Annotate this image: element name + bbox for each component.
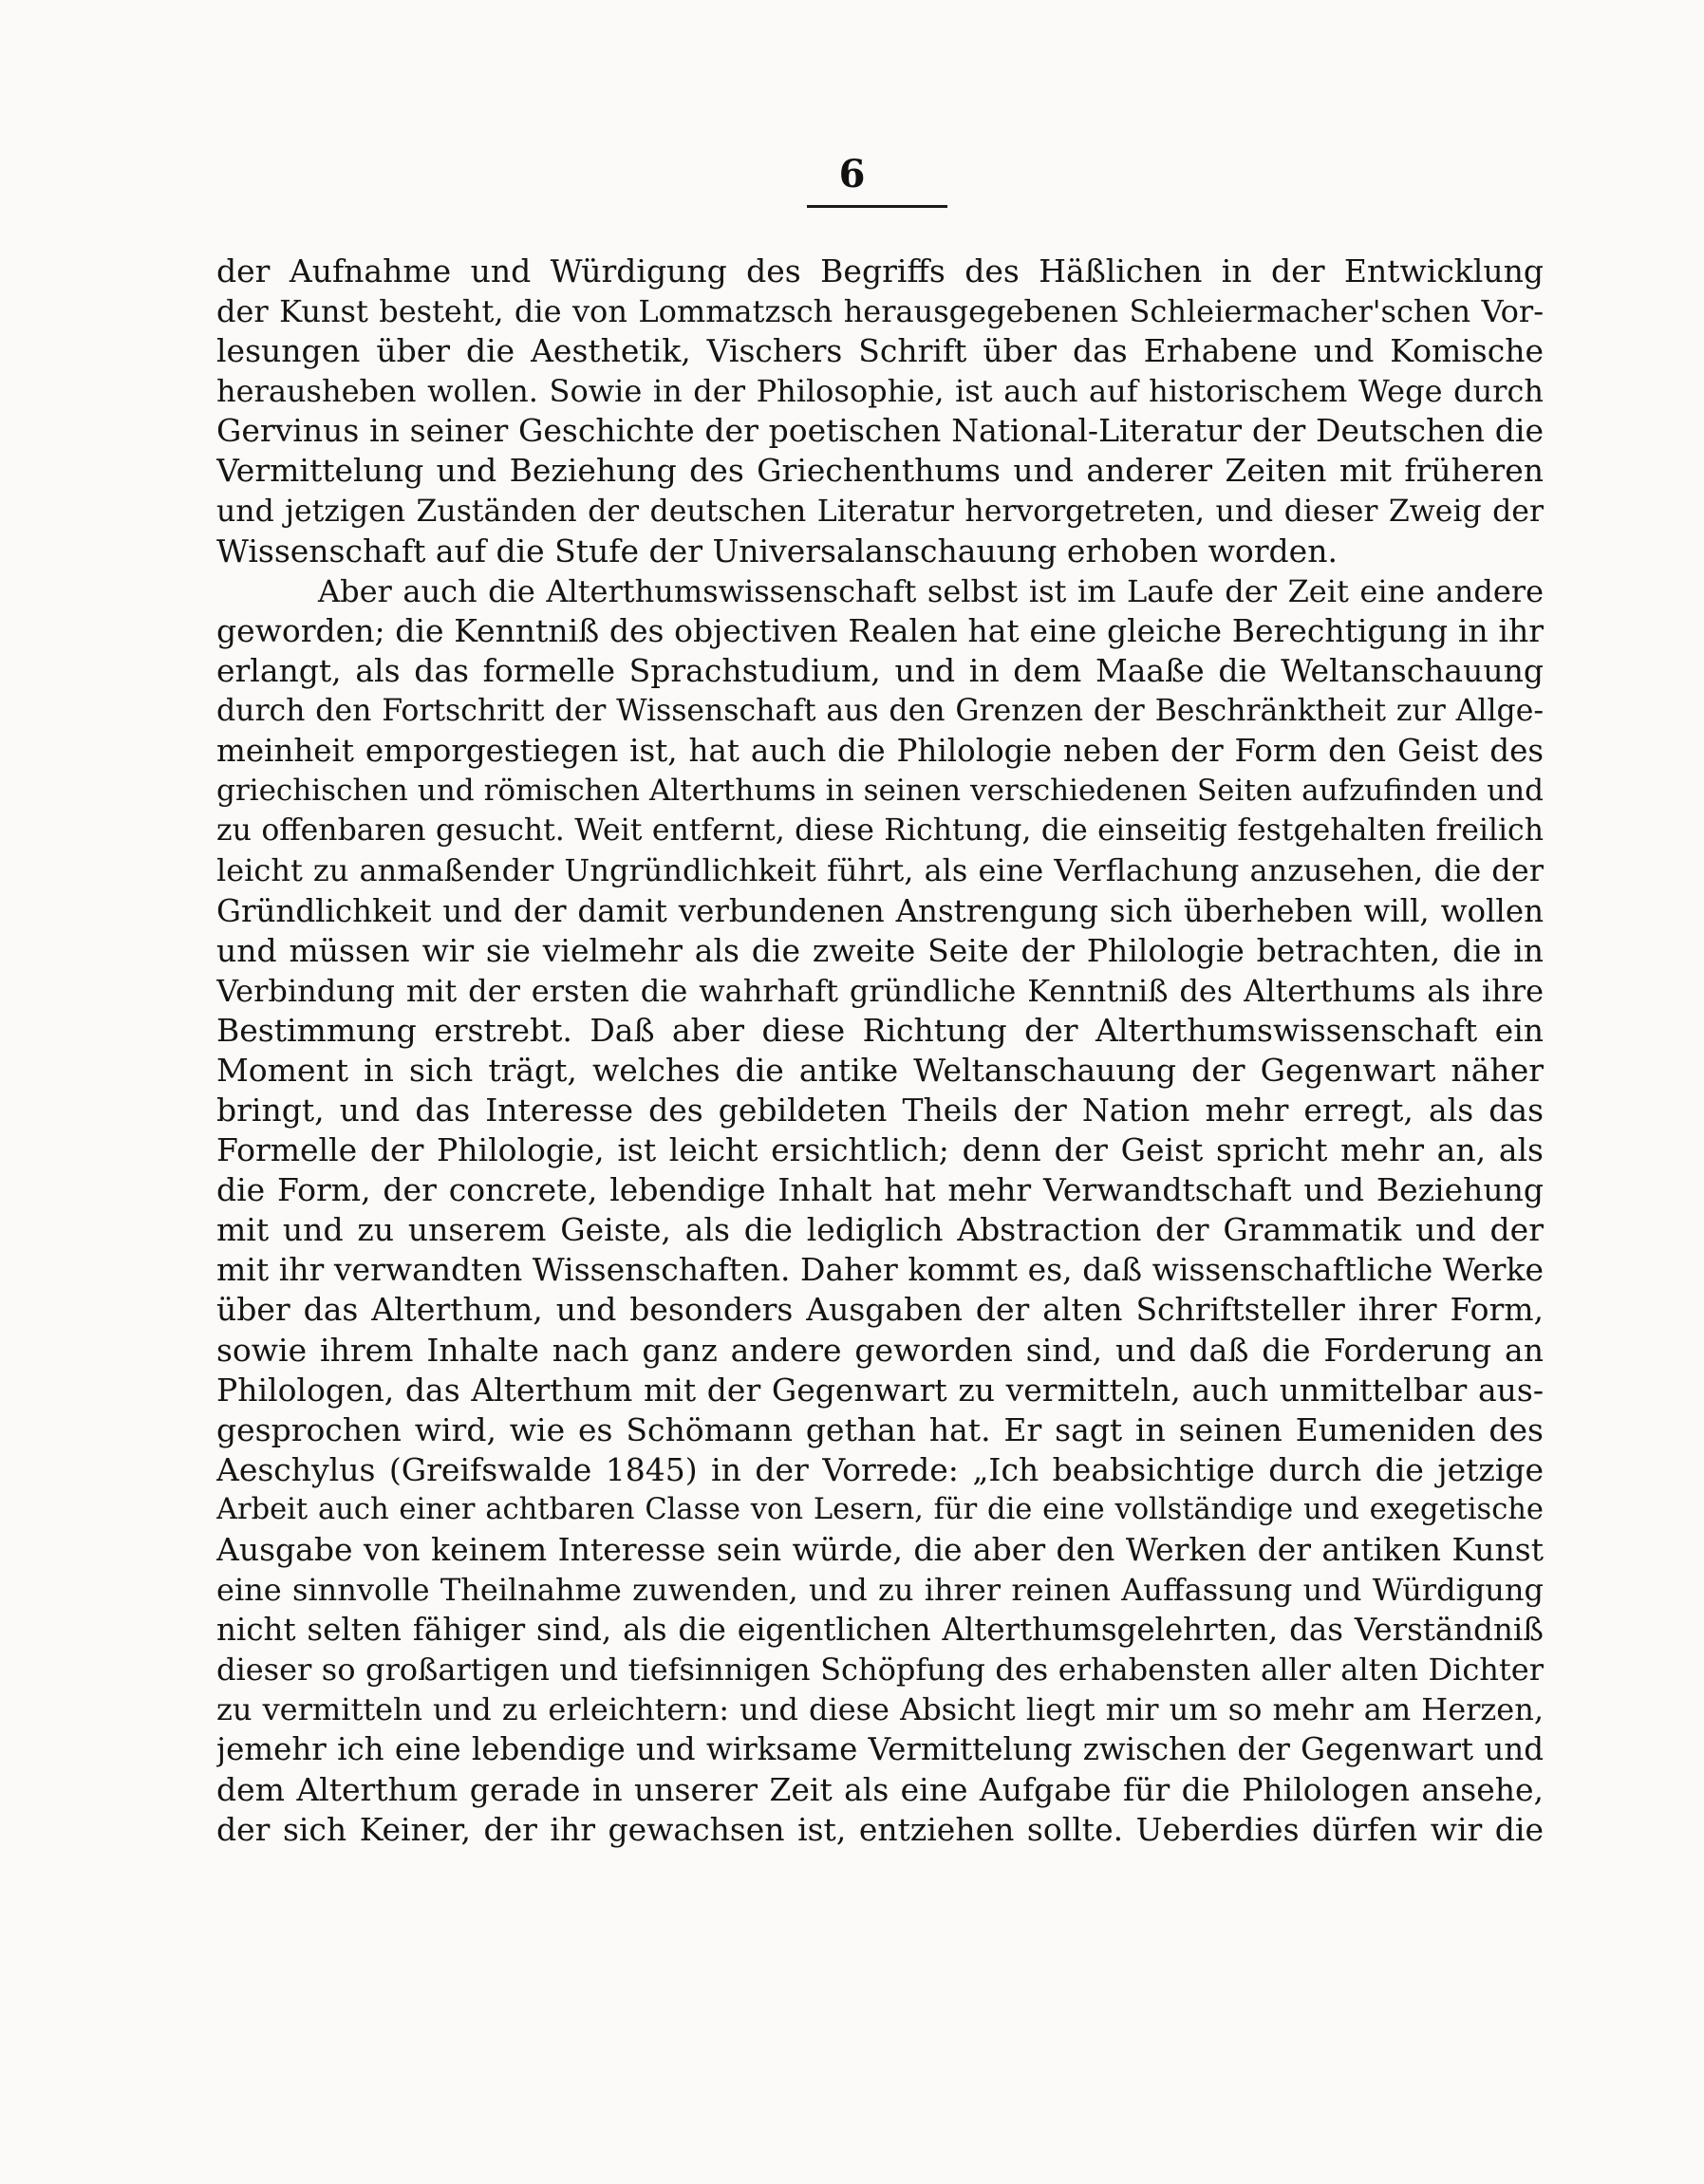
text-line: der sich Keiner, der ihr gewachsen ist, entziehen sollte. Ueberdies dürfen wir die (216, 1810, 1544, 1848)
text-line: gesprochen wird, wie es Schömann gethan hat. Er sagt in seinen Eumeniden des (216, 1410, 1544, 1448)
text-line: herausheben wollen. Sowie in der Philosophie, ist auch auf historischem Wege durch (216, 373, 1544, 410)
text-line: Gervinus in seiner Geschichte der poetischen National-Literatur der Deutschen die (216, 412, 1544, 450)
text-line: griechischen und römischen Alterthums in seinen verschiedenen Seiten aufzufinden und (216, 774, 1544, 809)
text-line: Aber auch die Alterthumswissenschaft selbst ist im Laufe der Zeit eine andere (318, 572, 1544, 609)
text-line: Gründlichkeit und der damit verbundenen Anstrengung sich überheben will, wollen (216, 892, 1544, 929)
page-number: 6 (838, 152, 866, 196)
text-line: Formelle der Philologie, ist leicht ersichtlich; denn der Geist spricht mehr an, als (216, 1131, 1544, 1169)
text-line: Ausgabe von keinem Interesse sein würde, die aber den Werken der antiken Kunst (216, 1531, 1544, 1568)
text-line: geworden; die Kenntniß des objectiven Realen hat eine gleiche Berechtigung in ihr (216, 611, 1544, 649)
text-line: mit ihr verwandten Wissenschaften. Daher kommt es, daß wissenschaftliche Werke (216, 1251, 1544, 1289)
text-line: und jetzigen Zuständen der deutschen Literatur hervorgetreten, und dieser Zweig der (216, 494, 1544, 529)
text-line: durch den Fortschritt der Wissenschaft aus den Grenzen der Beschränktheit zur Allge- (216, 694, 1544, 729)
text-line: die Form, der concrete, lebendige Inhalt hat mehr Verwandtschaft und Beziehung (216, 1171, 1544, 1209)
text-line: über das Alterthum, und besonders Ausgaben der alten Schriftsteller ihrer Form, (216, 1291, 1544, 1329)
text-line: eine sinnvolle Theilnahme zuwenden, und zu ihrer reinen Auffassung und Würdigung (216, 1572, 1544, 1609)
text-line: Arbeit auch einer achtbaren Classe von Lesern, für die eine vollständige und exegetische (216, 1492, 1544, 1526)
text-line: dieser so großartigen und tiefsinnigen Schöpfung des erhabensten aller alten Dichter (216, 1652, 1544, 1689)
text-line: nicht selten fähiger sind, als die eigentlichen Alterthumsgelehrten, das Verständniß (216, 1612, 1544, 1649)
text-line: meinheit emporgestiegen ist, hat auch die Philologie neben der Form den Geist des (216, 733, 1544, 770)
text-line: Bestimmung erstrebt. Daß aber diese Richtung der Alterthumswissenschaft ein (216, 1011, 1544, 1049)
text-line: Vermittelung und Beziehung des Griechenthums und anderer Zeiten mit früheren (216, 452, 1544, 490)
text-line: Wissenschaft auf die Stufe der Universalanschauung erhoben worden. (216, 532, 1338, 569)
text-line: mit und zu unserem Geiste, als die lediglich Abstraction der Grammatik und der (216, 1211, 1544, 1249)
text-line: der Aufnahme und Würdigung des Begriffs des Häßlichen in der Entwicklung (216, 252, 1544, 289)
text-line: lesungen über die Aesthetik, Vischers Schrift über das Erhabene und Komische (216, 332, 1544, 370)
text-line: Verbindung mit der ersten die wahrhaft gründliche Kenntniß des Alterthums als ihre (216, 972, 1544, 1009)
text-line: bringt, und das Interesse des gebildeten Theils der Nation mehr erregt, als das (216, 1091, 1544, 1129)
text-line: Aeschylus (Greifswalde 1845) in der Vorrede: „Ich beabsichtige durch die jetzige (216, 1450, 1544, 1488)
text-line: erlangt, als das formelle Sprachstudium, und in dem Maaße die Weltanschauung (216, 651, 1544, 689)
text-line: leicht zu anmaßender Ungründlichkeit führt, als eine Verflachung anzusehen, die der (216, 852, 1544, 889)
text-line: jemehr ich eine lebendige und wirksame Vermittelung zwischen der Gegenwart und (216, 1731, 1544, 1768)
text-line: sowie ihrem Inhalte nach ganz andere geworden sind, und daß die Forderung an (216, 1331, 1544, 1369)
body-text (216, 252, 1544, 1850)
header-rule (807, 205, 947, 208)
text-line: der Kunst besteht, die von Lommatzsch herausgegebenen Schleiermacher'schen Vor- (216, 293, 1544, 330)
text-line: Moment in sich trägt, welches die antike Weltanschauung der Gegenwart näher (216, 1051, 1544, 1089)
text-line: zu offenbaren gesucht. Weit entfernt, diese Richtung, die einseitig festgehalten freilich (216, 813, 1544, 849)
text-line: und müssen wir sie vielmehr als die zweite Seite der Philologie betrachten, die in (216, 931, 1544, 969)
text-line: Philologen, das Alterthum mit der Gegenwart zu vermitteln, auch unmittelbar aus- (216, 1371, 1544, 1409)
text-line: zu vermitteln und zu erleichtern: und diese Absicht liegt mir um so mehr am Herzen, (216, 1691, 1544, 1728)
text-line: dem Alterthum gerade in unserer Zeit als eine Aufgabe für die Philologen ansehe, (216, 1770, 1544, 1808)
